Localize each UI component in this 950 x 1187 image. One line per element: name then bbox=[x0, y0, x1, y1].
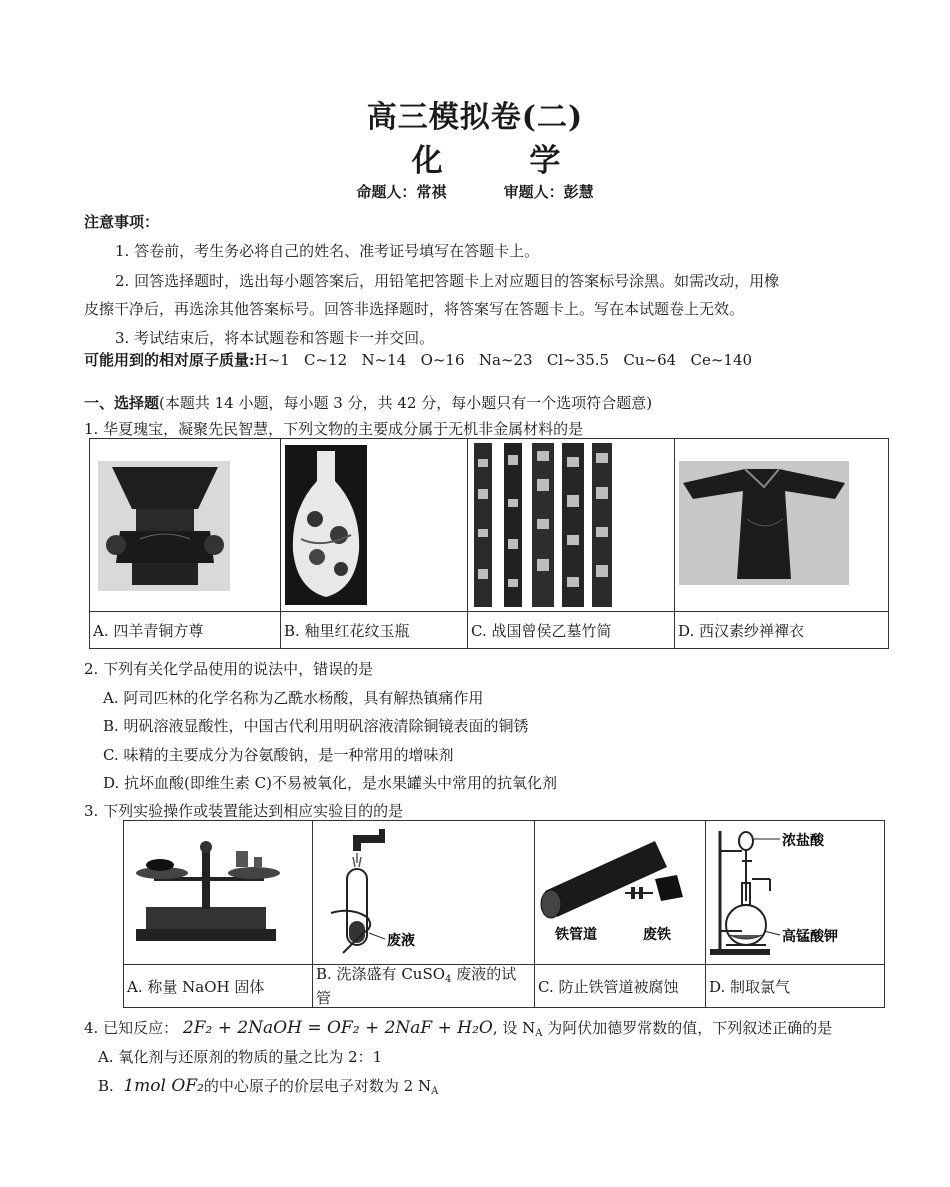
atomic-mass-line bbox=[84, 349, 752, 370]
q4-b-math: 1mol OF₂ bbox=[123, 1076, 204, 1096]
atomic-mass-values: H~1 C~12 N~14 O~16 Na~23 Cl~35.5 Cu~64 Ce~140 bbox=[254, 351, 753, 369]
notes-heading: 注意事项： bbox=[84, 213, 160, 231]
q2-option-d: D. 抗坏血酸(即维生素 C)不易被氧化，是水果罐头中常用的抗氧化剂 bbox=[103, 774, 557, 792]
section-1-heading-line bbox=[84, 392, 652, 413]
q4-option-a: A. 氧化剂与还原剂的物质的量之比为 2：1 bbox=[98, 1048, 383, 1066]
hcl-label: 浓盐酸 bbox=[782, 833, 824, 849]
silk-garment-image bbox=[675, 439, 888, 611]
faucet-testtube-image bbox=[313, 821, 534, 964]
q4-equation: 2F₂ + 2NaOH = OF₂ + 2NaF + H₂O bbox=[182, 1018, 493, 1038]
q3-image-table bbox=[123, 820, 885, 1008]
q1-image-c bbox=[468, 439, 675, 612]
q3-image-c bbox=[535, 821, 706, 965]
author: 命题人：常祺 bbox=[356, 183, 447, 201]
q1-option-a: A. 四羊青铜方尊 bbox=[90, 612, 281, 649]
q2-option-c: C. 味精的主要成分为谷氨酸钠，是一种常用的增味剂 bbox=[103, 746, 454, 764]
q2-option-a: A. 阿司匹林的化学名称为乙酰水杨酸，具有解热镇痛作用 bbox=[103, 689, 484, 707]
q2-option-b: B. 明矾溶液显酸性，中国古代利用明矾溶液清除铜镜表面的铜锈 bbox=[103, 717, 529, 735]
note-3: 3. 考试结束后，将本试题卷和答题卡一并交回。 bbox=[115, 329, 435, 347]
porcelain-vase-image bbox=[281, 439, 467, 611]
bronze-zun-image bbox=[90, 439, 280, 611]
reviewer: 审题人：彭慧 bbox=[503, 183, 594, 201]
q1-image-b bbox=[281, 439, 468, 612]
pipe-label: 铁管道 bbox=[555, 927, 597, 943]
balance-scale-image bbox=[124, 821, 312, 964]
q1-image-a bbox=[90, 439, 281, 612]
q3-image-b bbox=[313, 821, 535, 965]
chlorine-apparatus-image bbox=[706, 821, 884, 964]
q3-option-a: A. 称量 NaOH 固体 bbox=[124, 965, 313, 1008]
atomic-mass-label: 可能用到的相对原子质量: bbox=[84, 351, 255, 369]
bamboo-slips-image bbox=[468, 439, 674, 611]
q1-option-b: B. 釉里红花纹玉瓶 bbox=[281, 612, 468, 649]
author-line bbox=[0, 181, 950, 202]
q3-option-d: D. 制取氯气 bbox=[706, 965, 885, 1008]
exam-title: 高三模拟卷(二) bbox=[366, 100, 584, 135]
note-2b: 皮擦干净后，再选涂其他答案标号。回答非选择题时，将答案写在答题卡上。写在本试题卷上无效。 bbox=[84, 300, 745, 318]
q3-stem: 3. 下列实验操作或装置能达到相应实验目的的是 bbox=[84, 802, 404, 820]
iron-pipe-image bbox=[535, 821, 705, 964]
q4-option-b: B. 1mol OF₂的中心原子的价层电子对数为 2 $N_A$ bbox=[98, 1076, 439, 1097]
q1-image-table bbox=[89, 438, 889, 649]
subject-title: 化 学 bbox=[411, 143, 599, 179]
note-1: 1. 答卷前，考生务必将自己的姓名、准考证号填写在答题卡上。 bbox=[115, 242, 540, 260]
kmno4-label: 高锰酸钾 bbox=[782, 929, 838, 945]
q1-stem: 1. 华夏瑰宝，凝聚先民智慧，下列文物的主要成分属于无机非金属材料的是 bbox=[84, 420, 584, 438]
q3-option-c: C. 防止铁管道被腐蚀 bbox=[535, 965, 706, 1008]
q2-stem: 2. 下列有关化学品使用的说法中，错误的是 bbox=[84, 660, 374, 678]
section-1-desc: (本题共 14 小题，每小题 3 分，共 42 分，每小题只有一个选项符合题意) bbox=[159, 394, 653, 412]
q3-image-d bbox=[706, 821, 885, 965]
waste-label: 废液 bbox=[387, 933, 415, 949]
q4-stem: 4. 已知反应： 2F₂ + 2NaOH = OF₂ + 2NaF + H₂O, 设 $N_A$ 为阿伏加德罗常数的值，下列叙述正确的是 bbox=[84, 1018, 833, 1039]
q1-option-d: D. 西汉素纱禅襌衣 bbox=[675, 612, 889, 649]
q3-image-a bbox=[124, 821, 313, 965]
scrap-iron-label: 废铁 bbox=[643, 927, 671, 943]
section-1-heading: 一、选择题 bbox=[84, 394, 160, 412]
note-2a: 2. 回答选择题时，选出每小题答案后，用铅笔把答题卡上对应题目的答案标号涂黑。如需改动，用橡 bbox=[115, 272, 780, 290]
q3-option-b: B. 洗涤盛有 CuSO$_4$ 废液的试 管 bbox=[313, 965, 535, 1008]
q1-option-c: C. 战国曾侯乙墓竹简 bbox=[468, 612, 675, 649]
q1-image-d bbox=[675, 439, 889, 612]
